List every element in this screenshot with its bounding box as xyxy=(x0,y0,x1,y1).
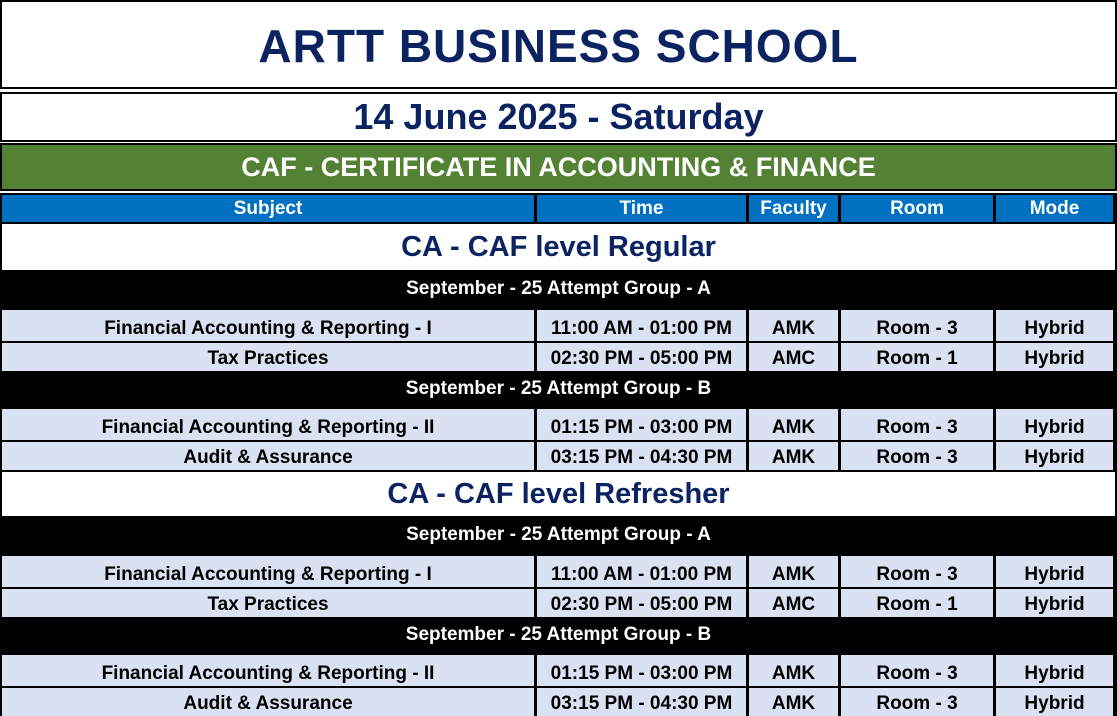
cell-time: 03:15 PM - 04:30 PM xyxy=(537,688,746,716)
table-row xyxy=(0,407,1117,440)
schedule-date: 14 June 2025 - Saturday xyxy=(0,92,1117,142)
course-title: CAF - CERTIFICATE IN ACCOUNTING & FINANCE xyxy=(0,143,1117,191)
cell-subject: Financial Accounting & Reporting - II xyxy=(2,655,534,686)
column-header-room: Room xyxy=(841,195,993,222)
cell-faculty: AMC xyxy=(749,589,838,617)
cell-mode: Hybrid xyxy=(996,343,1113,371)
table-row xyxy=(0,440,1117,470)
cell-subject: Tax Practices xyxy=(2,343,534,371)
column-header-subject: Subject xyxy=(2,195,534,222)
cell-mode: Hybrid xyxy=(996,556,1113,587)
cell-faculty: AMK xyxy=(749,655,838,686)
cell-mode: Hybrid xyxy=(996,310,1113,341)
cell-faculty: AMK xyxy=(749,556,838,587)
table-row xyxy=(0,554,1117,587)
cell-faculty: AMK xyxy=(749,310,838,341)
level-heading: CA - CAF level Regular xyxy=(0,224,1117,270)
cell-time: 01:15 PM - 03:00 PM xyxy=(537,655,746,686)
cell-room: Room - 3 xyxy=(841,556,993,587)
cell-mode: Hybrid xyxy=(996,655,1113,686)
cell-room: Room - 3 xyxy=(841,655,993,686)
cell-subject: Tax Practices xyxy=(2,589,534,617)
cell-subject: Audit & Assurance xyxy=(2,442,534,470)
table-row xyxy=(0,587,1117,617)
table-row xyxy=(0,308,1117,341)
cell-room: Room - 3 xyxy=(841,688,993,716)
column-header-mode: Mode xyxy=(996,195,1113,222)
cell-room: Room - 1 xyxy=(841,589,993,617)
cell-room: Room - 3 xyxy=(841,442,993,470)
table-row xyxy=(0,341,1117,371)
column-header-row xyxy=(0,193,1117,224)
column-header-time: Time xyxy=(537,195,746,222)
cell-mode: Hybrid xyxy=(996,442,1113,470)
table-row xyxy=(0,653,1117,686)
cell-room: Room - 3 xyxy=(841,409,993,440)
cell-mode: Hybrid xyxy=(996,409,1113,440)
cell-subject: Financial Accounting & Reporting - II xyxy=(2,409,534,440)
level-heading: CA - CAF level Refresher xyxy=(0,470,1117,516)
cell-time: 03:15 PM - 04:30 PM xyxy=(537,442,746,470)
cell-subject: Audit & Assurance xyxy=(2,688,534,716)
group-heading: September - 25 Attempt Group - A xyxy=(0,516,1117,554)
group-heading: September - 25 Attempt Group - B xyxy=(0,617,1117,653)
cell-mode: Hybrid xyxy=(996,589,1113,617)
cell-time: 02:30 PM - 05:00 PM xyxy=(537,343,746,371)
cell-mode: Hybrid xyxy=(996,688,1113,716)
cell-time: 01:15 PM - 03:00 PM xyxy=(537,409,746,440)
cell-subject: Financial Accounting & Reporting - I xyxy=(2,310,534,341)
cell-room: Room - 1 xyxy=(841,343,993,371)
cell-faculty: AMK xyxy=(749,442,838,470)
cell-time: 11:00 AM - 01:00 PM xyxy=(537,556,746,587)
table-row xyxy=(0,686,1117,716)
school-title: ARTT BUSINESS SCHOOL xyxy=(0,0,1117,89)
group-heading: September - 25 Attempt Group - A xyxy=(0,270,1117,308)
cell-time: 11:00 AM - 01:00 PM xyxy=(537,310,746,341)
cell-faculty: AMK xyxy=(749,688,838,716)
cell-room: Room - 3 xyxy=(841,310,993,341)
group-heading: September - 25 Attempt Group - B xyxy=(0,371,1117,407)
cell-subject: Financial Accounting & Reporting - I xyxy=(2,556,534,587)
cell-time: 02:30 PM - 05:00 PM xyxy=(537,589,746,617)
column-header-faculty: Faculty xyxy=(749,195,838,222)
cell-faculty: AMC xyxy=(749,343,838,371)
cell-faculty: AMK xyxy=(749,409,838,440)
